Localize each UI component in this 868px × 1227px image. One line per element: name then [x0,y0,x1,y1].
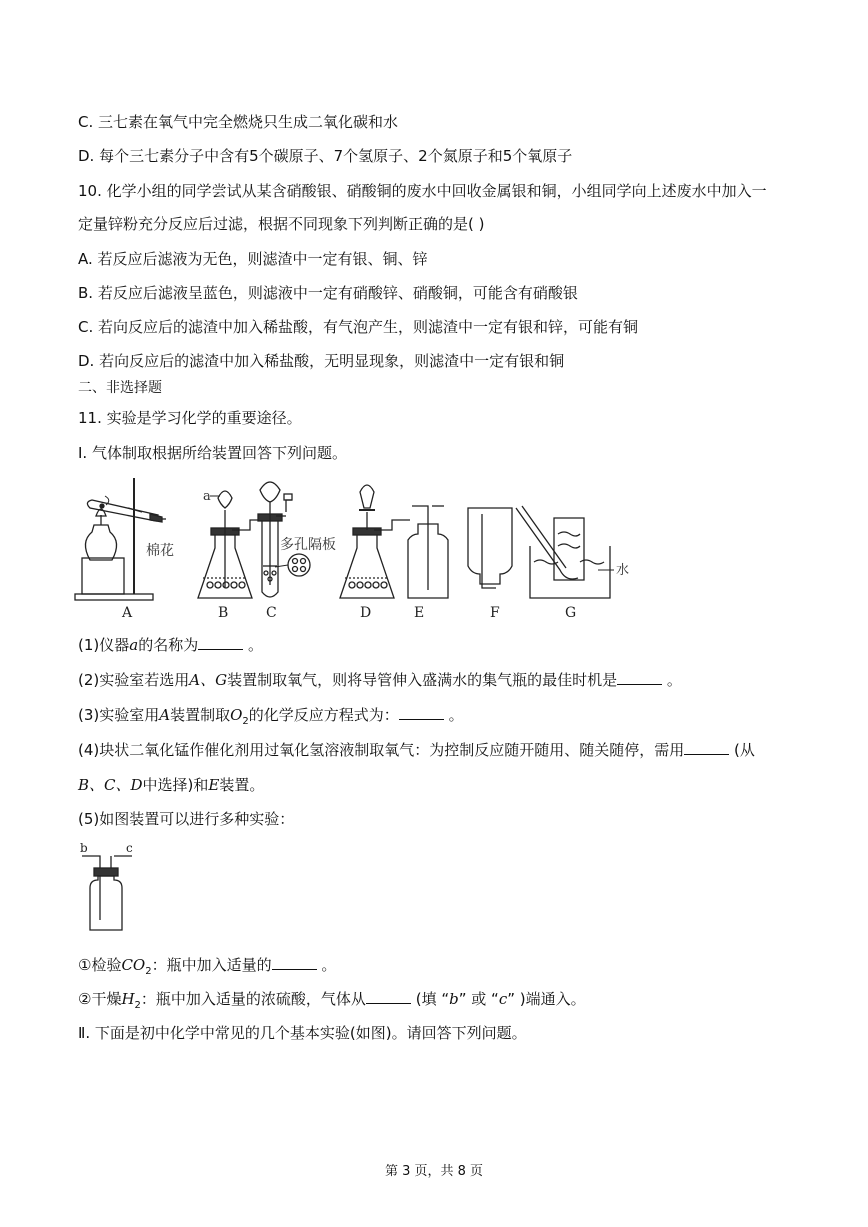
q11-sub-1: (1)仪器a的名称为 。 [78,636,264,654]
apparatus-figure [70,470,650,630]
apparatus-label-e: E [414,605,425,621]
apparatus-label-f: F [490,605,500,621]
answer-blank[interactable] [684,740,729,755]
section-heading: 二、非选择题 [78,380,162,396]
apparatus-label-b: B [218,605,229,621]
label-a: a [203,489,211,504]
gas-bottle-figure [78,838,148,938]
q11-sub-5: (5)如图装置可以进行多种实验： [78,810,295,828]
q11-sub-4-line2: B、C、D中选择)和E装置。 [78,776,265,794]
port-c-label: c [126,841,133,855]
apparatus-label-d: D [360,605,372,621]
q11-sub-5-item-2: ②干燥$H_2$：瓶中加入适量的浓硫酸，气体从 (填 “b” 或 “c” )端通入。 [78,990,586,1011]
q10-option-c: C. 若向反应后的滤渣中加入稀盐酸，有气泡产生，则滤渣中一定有银和锌，可能有铜 [78,318,639,336]
answer-blank[interactable] [198,635,243,650]
label-duokong: 多孔隔板 [280,537,336,553]
answer-blank[interactable] [272,955,317,970]
q11-sub-5-item-1: ①检验$CO_2$：瓶中加入适量的 。 [78,956,337,977]
apparatus-b [198,491,262,598]
q11-stem: 11. 实验是学习化学的重要途径。 [78,409,302,427]
q9-option-d: D. 每个三七素分子中含有5个碳原子、7个氢原子、2个氮原子和5个氧原子 [78,147,573,165]
apparatus-label-c: C [266,605,277,621]
apparatus-g [516,506,614,598]
q11-sub-3: (3)实验室用A装置制取$O_2$的化学反应方程式为： 。 [78,706,464,727]
answer-blank[interactable] [617,670,662,685]
q11-sub-2: (2)实验室若选用A、G装置制取氧气，则将导管伸入盛满水的集气瓶的最佳时机是 。 [78,671,682,689]
q10-option-b: B. 若反应后滤液呈蓝色，则滤液中一定有硝酸锌、硝酸铜，可能含有硝酸银 [78,284,578,302]
apparatus-f [468,508,512,588]
q10-option-a: A. 若反应后滤液为无色，则滤渣中一定有银、铜、锌 [78,250,428,268]
q10-option-d: D. 若向反应后的滤渣中加入稀盐酸，无明显现象，则滤渣中一定有银和铜 [78,352,565,370]
apparatus-label-g: G [565,605,577,621]
label-mianhua: 棉花 [146,543,174,559]
q11-sub-4: (4)块状二氧化锰作催化剂用过氧化氢溶液制取氧气：为控制反应随开随用、随关随停，需用 (从 [78,741,755,759]
apparatus-d [340,485,410,598]
q11-part-1-heading: Ⅰ. 气体制取根据所给装置回答下列问题。 [78,444,347,462]
q9-option-c: C. 三七素在氧气中完全燃烧只生成二氧化碳和水 [78,113,399,131]
apparatus-e [408,506,448,598]
answer-blank[interactable] [399,705,444,720]
port-b-label: b [80,841,88,855]
apparatus-a [75,478,166,600]
answer-blank[interactable] [366,989,411,1004]
apparatus-label-a: A [122,605,133,621]
page-footer: 第 3 页，共 8 页 [384,1164,484,1179]
label-shui: 水 [616,563,630,578]
q10-stem-line2: 定量锌粉充分反应后过滤，根据不同现象下列判断正确的是( ) [78,215,485,233]
q11-part-2-heading: Ⅱ. 下面是初中化学中常见的几个基本实验(如图)。请回答下列问题。 [78,1024,527,1042]
q10-stem-line1: 10. 化学小组的同学尝试从某含硝酸银、硝酸铜的废水中回收金属银和铜，小组同学向上述废水中加入一 [78,182,767,200]
